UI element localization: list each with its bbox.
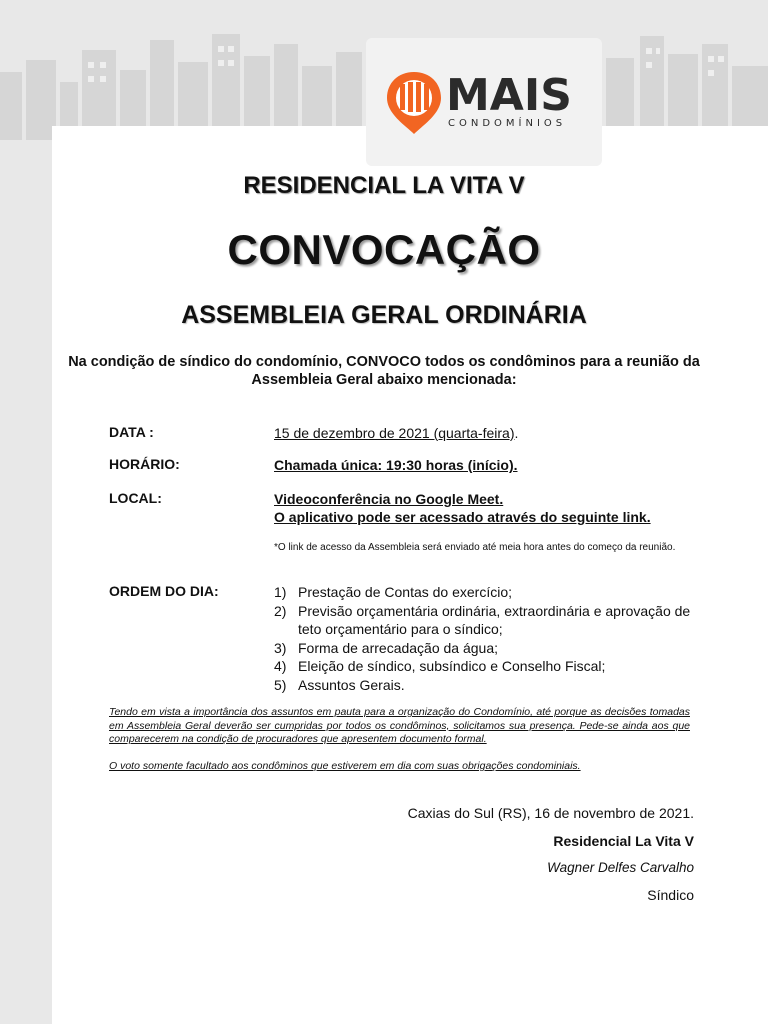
agenda-item-number: 2) <box>274 602 287 619</box>
agenda-item <box>274 602 704 639</box>
residential-name: RESIDENCIAL LA VITA V <box>243 172 525 199</box>
date-value <box>274 424 518 442</box>
date-text: 15 de dezembro de 2021 (quarta-feira) <box>274 425 515 441</box>
agenda-item-number: 5) <box>274 676 287 693</box>
intro-text-1: Na condição de síndico do condomínio, <box>68 354 347 370</box>
agenda-item-text: Eleição de síndico, subsíndico e Conselho Fiscal; <box>298 658 606 674</box>
time-label: HORÁRIO: <box>109 456 180 472</box>
time-value: Chamada única: 19:30 horas (início). <box>274 457 518 473</box>
agenda-item-text: Forma de arrecadação da água; <box>298 639 499 656</box>
place-label: LOCAL: <box>109 490 162 506</box>
agenda-item <box>274 639 704 658</box>
place-date: Caxias do Sul (RS), 16 de novembro de 2021. <box>407 805 694 821</box>
agenda-item-text: Previsão orçamentária ordinária, extraordinária e aprovação de teto orçamentário para o síndico; <box>298 602 691 637</box>
logo-subtitle: CONDOMÍNIOS <box>448 118 567 129</box>
agenda-item-text: Assuntos Gerais. <box>298 676 405 693</box>
agenda-item <box>274 676 704 695</box>
building-pin-icon <box>384 70 444 136</box>
agenda-label: ORDEM DO DIA: <box>109 583 219 599</box>
notice-paragraph: Tendo em vista a importância dos assuntos em pauta para a organização do Condomínio, até porque as decisões tomadas em Assembleia Geral deverão ser cumpridas por todos os condôminos, solicitamos sua presença. Pede-se ainda aos que comparecerem na condição de procuradores que apresentem documento formal. <box>109 706 690 745</box>
agenda-list <box>274 583 704 694</box>
logo-wordmark: MAIS <box>446 70 572 121</box>
intro-paragraph <box>60 353 708 389</box>
signature-org: Residencial La Vita V <box>553 833 694 849</box>
agenda-item-text: Prestação de Contas do exercício; <box>298 584 513 600</box>
logo <box>366 38 602 166</box>
intro-emphasis: CONVOCO <box>346 354 422 370</box>
document-subtitle: ASSEMBLEIA GERAL ORDINÁRIA <box>181 301 587 329</box>
agenda-item <box>274 657 704 676</box>
vote-notice: O voto somente facultado aos condôminos que estiverem em dia com suas obrigações condominiais. <box>109 760 581 772</box>
intro-text-2: todos os condôminos para a reunião da Assembleia Geral abaixo mencionada: <box>251 354 700 388</box>
signature-name: Wagner Delfes Carvalho <box>547 860 694 875</box>
agenda-item-number: 4) <box>274 658 287 674</box>
place-note: *O link de acesso da Assembleia será enviado até meia hora antes do começo da reunião. <box>274 542 676 553</box>
place-line-1[interactable]: Videoconferência no Google Meet. <box>274 491 504 507</box>
place-link-line[interactable]: O aplicativo pode ser acessado através do seguinte link. <box>274 509 651 525</box>
agenda-item <box>274 583 704 602</box>
signature-role: Síndico <box>647 887 694 903</box>
agenda-item-number: 3) <box>274 639 287 656</box>
date-suffix: . <box>514 425 519 441</box>
document-title: CONVOCAÇÃO <box>227 226 541 273</box>
date-label: DATA : <box>109 424 154 440</box>
agenda-item-number: 1) <box>274 584 287 600</box>
